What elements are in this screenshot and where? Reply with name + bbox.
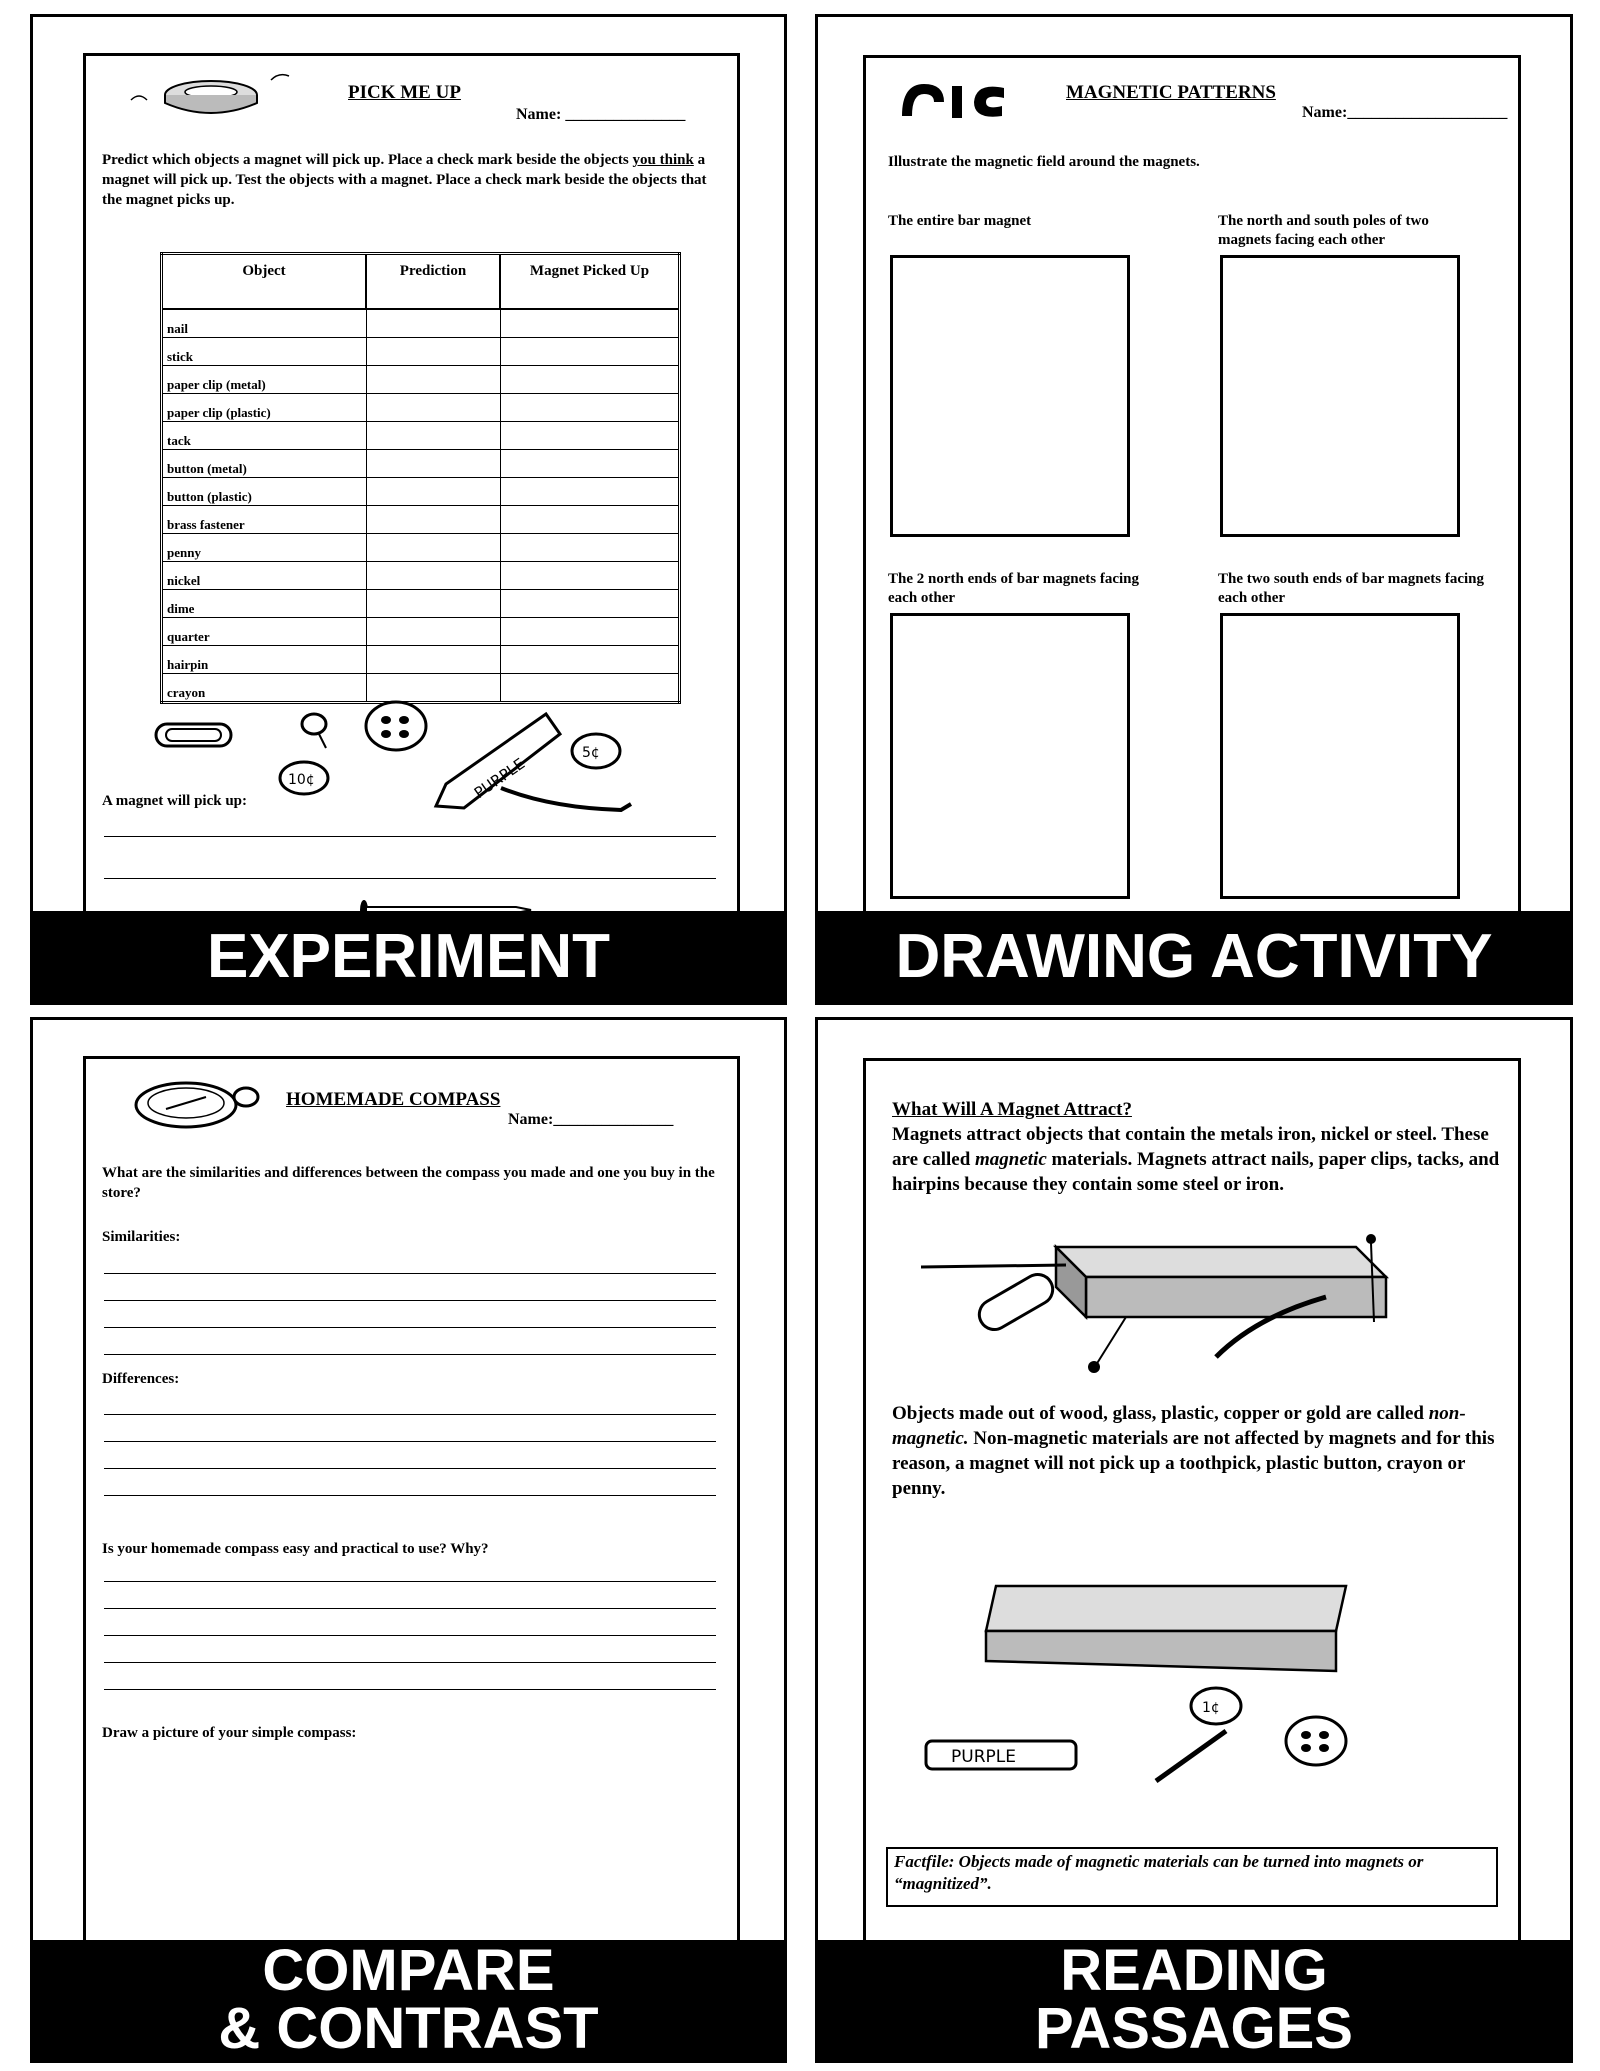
instructions: Predict which objects a magnet will pick up. Place a check mark beside the objects you think a magnet will pick up. Test the objects with a magnet. Place a check mark beside the objects that the magnet picks up. [102,152,707,208]
table-row [162,534,680,562]
prediction-cell[interactable] [366,534,500,562]
practical-question: Is your homemade compass easy and practical to use? Why? [102,1541,489,1557]
table-row [162,618,680,646]
object-name: nickel [162,562,367,590]
picked-up-cell[interactable] [500,646,680,674]
object-name: quarter [162,618,367,646]
table-row [162,450,680,478]
table-row [162,338,680,366]
object-name: stick [162,338,367,366]
col-object: Object [162,254,367,310]
banner-reading-passages: READING PASSAGES [818,1940,1570,2060]
button-icon [366,702,426,750]
worksheet-pick-me-up [83,53,740,919]
svg-text:1¢: 1¢ [1202,1700,1220,1716]
answer-line [104,1273,716,1274]
crayon-icon [926,1741,1076,1769]
page-title: HOMEMADE COMPASS [286,1089,501,1110]
similarities-label: Similarities: [102,1229,181,1245]
button-icon [1286,1717,1346,1765]
table-row [162,506,680,534]
picked-up-cell[interactable] [500,618,680,646]
page-title: MAGNETIC PATTERNS [1066,82,1276,103]
answer-line [104,1689,716,1690]
pin-icon [1088,1361,1100,1373]
object-name: tack [162,422,367,450]
svg-text:PURPLE: PURPLE [470,754,529,803]
picked-up-cell[interactable] [500,309,680,338]
picked-up-cell[interactable] [500,450,680,478]
hairpin-icon [501,788,631,810]
panel-experiment [30,14,787,1005]
page-title: PICK ME UP [348,82,461,103]
picked-up-cell[interactable] [500,366,680,394]
box-label-north-south: The north and south poles of two magnets facing each other [1218,213,1429,248]
tack-icon [1366,1234,1376,1244]
table-row [162,394,680,422]
object-name: button (plastic) [162,478,367,506]
col-picked-up: Magnet Picked Up [500,254,680,310]
svg-text:10¢: 10¢ [288,772,315,788]
panel-drawing-activity [815,14,1573,1005]
magnet-attract-illustration [916,1227,1456,1377]
tack-icon [302,714,326,748]
prediction-cell[interactable] [366,618,500,646]
coin-nickel-icon [572,734,620,768]
passage-paragraph-2: Objects made out of wood, glass, plastic, copper or gold are called non-magnetic. Non-magnetic materials are not affected by magnets and for this reason, a magnet will not pick up a toothpick, plastic button, crayon or penny. [892,1403,1495,1499]
prediction-cell[interactable] [366,478,500,506]
factfile-box: Factfile: Objects made of magnetic materials can be turned into magnets or “magnitized”. [886,1847,1498,1907]
picked-up-cell[interactable] [500,394,680,422]
picked-up-cell[interactable] [500,562,680,590]
object-name: crayon [162,674,367,703]
picked-up-cell[interactable] [500,422,680,450]
toothpick-icon [1156,1731,1226,1781]
picked-up-cell[interactable] [500,534,680,562]
prediction-cell[interactable] [366,366,500,394]
banner-experiment: EXPERIMENT [33,911,784,1002]
passage-heading: What Will A Magnet Attract? [892,1099,1132,1120]
drawing-box[interactable] [890,613,1130,899]
table-row [162,590,680,618]
drawing-box[interactable] [1220,613,1460,899]
pickup-label: A magnet will pick up: [102,793,248,809]
table-row [162,366,680,394]
drawing-box[interactable] [890,255,1130,537]
picked-up-cell[interactable] [500,338,680,366]
horseshoe-magnet-icon [126,70,296,120]
name-field-label: Name:_______________ [508,1111,674,1128]
differences-label: Differences: [102,1371,180,1387]
table-row [162,562,680,590]
crayon-icon [436,714,560,808]
name-field-label: Name: _______________ [516,106,686,123]
prediction-table [160,252,681,704]
panel-compare-contrast [30,1017,787,2063]
object-name: nail [162,309,367,338]
col-prediction: Prediction [366,254,500,310]
object-name: brass fastener [162,506,367,534]
object-name: paper clip (plastic) [162,394,367,422]
name-field-label: Name:____________________ [1302,104,1508,121]
table-row [162,646,680,674]
prediction-cell[interactable] [366,394,500,422]
answer-line [104,1300,716,1301]
object-name: hairpin [162,646,367,674]
prediction-cell[interactable] [366,646,500,674]
svg-text:5¢: 5¢ [582,745,600,761]
box-label-south-ends: The two south ends of bar magnets facing each other [1218,571,1484,606]
object-name: paper clip (metal) [162,366,367,394]
prediction-cell[interactable] [366,338,500,366]
answer-line [104,1495,716,1496]
passage-paragraph-1: Magnets attract objects that contain the metals iron, nickel or steel. These are called magnetic materials. Magnets attract nails, paper clips, tacks, and hairpins because they contain some steel or iron. [892,1124,1500,1195]
picked-up-cell[interactable] [500,590,680,618]
answer-line [104,1608,716,1609]
answer-line [104,1468,716,1469]
instructions: Illustrate the magnetic field around the magnets. [888,154,1200,170]
prediction-cell[interactable] [366,590,500,618]
object-name: button (metal) [162,450,367,478]
answer-line [104,1414,716,1415]
panel-reading-passages [815,1017,1573,2063]
draw-prompt: Draw a picture of your simple compass: [102,1725,357,1741]
table-row [162,422,680,450]
prediction-cell[interactable] [366,562,500,590]
banner-compare-contrast: COMPARE & CONTRAST [33,1940,784,2060]
answer-line [104,1662,716,1663]
answer-line [104,1441,716,1442]
prediction-cell[interactable] [366,309,500,338]
magnets-icon [892,74,1012,124]
picked-up-cell[interactable] [500,478,680,506]
table-row [162,478,680,506]
non-magnetic-illustration [906,1541,1496,1791]
answer-line [104,1581,716,1582]
box-label-north-ends: The 2 north ends of bar magnets facing each other [888,571,1139,606]
prediction-cell[interactable] [366,422,500,450]
question: What are the similarities and differences between the compass you made and one you buy in the store? [102,1165,715,1201]
answer-line [104,1327,716,1328]
answer-line [104,1354,716,1355]
object-name: penny [162,534,367,562]
table-row [162,309,680,338]
paperclip-icon [974,1269,1058,1335]
worksheet-homemade-compass [83,1056,740,1948]
coin-penny-icon [1191,1688,1241,1724]
worksheet-reading [863,1058,1521,1950]
prediction-cell[interactable] [366,450,500,478]
box-label-bar-magnet: The entire bar magnet [888,213,1032,229]
picked-up-cell[interactable] [500,506,680,534]
worksheet-magnetic-patterns [863,55,1521,919]
paperclip-icon [156,724,231,746]
compass-icon [126,1073,276,1133]
answer-line [104,836,716,837]
svg-text:PURPLE: PURPLE [951,1747,1016,1767]
object-name: dime [162,590,367,618]
prediction-cell[interactable] [366,506,500,534]
answer-line [104,1635,716,1636]
banner-drawing-activity: DRAWING ACTIVITY [818,911,1570,1002]
coin-dime-icon [280,762,328,794]
answer-line [104,878,716,879]
drawing-box[interactable] [1220,255,1460,537]
